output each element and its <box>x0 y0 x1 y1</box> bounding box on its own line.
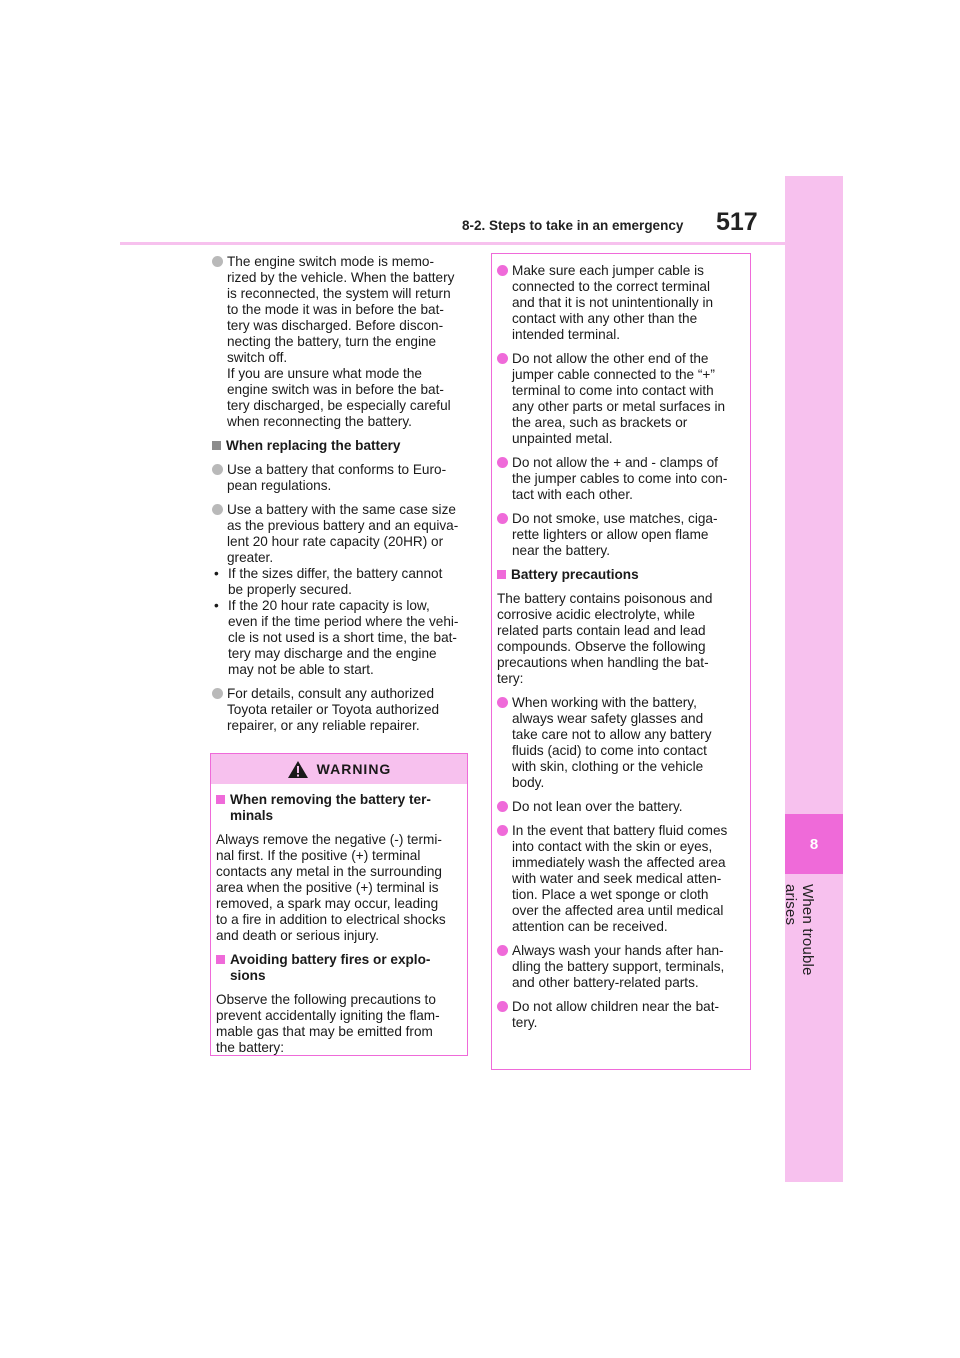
warning-title: WARNING <box>316 761 392 777</box>
list-item: The engine switch mode is memo- rized by the vehicle. When the battery is reconnected, the system will return to the mode it was in before the bat- tery was discharged. Before discon- necting the battery, turn the engine switch off. If you are unsure what mode the engine switch was in before the bat- tery discharged, be especially careful when reconnecting the battery. <box>212 254 470 430</box>
warning-heading: Battery precautions <box>497 567 745 583</box>
list-item: When working with the battery, always wear safety glasses and take care not to allow any battery fluids (acid) to come into contact with skin, clothing or the vehicle body. <box>497 695 745 791</box>
list-item: In the event that battery fluid comes into contact with the skin or eyes, immediately wash the affected area with water and seek medical atten- tion. Place a wet sponge or cloth over the affected area until medical attention can be received. <box>497 823 745 935</box>
list-item: Do not allow the other end of the jumper cable connected to the “+” terminal to come into contact with any other parts or metal surfaces in the area, such as brackets or unpainted metal. <box>497 351 745 447</box>
sub-list-item: • If the sizes differ, the battery cannot be properly secured. <box>214 566 443 597</box>
list-item: Do not smoke, use matches, ciga- rette lighters or allow open flame near the battery. <box>497 511 745 559</box>
bullet-icon <box>497 513 508 524</box>
chapter-sidebar <box>782 176 843 1182</box>
left-column <box>212 254 470 742</box>
list-item: Always wash your hands after han- dling the battery support, terminals, and other battery-related parts. <box>497 943 745 991</box>
warning-paragraph: Observe the following precautions to prevent accidentally igniting the flam- mable gas that may be emitted from the battery: <box>216 992 440 1055</box>
list-item: Use a battery with the same case size as the previous battery and an equiva- lent 20 hour rate capacity (20HR) or greater. <box>212 502 470 566</box>
bullet-icon <box>497 1001 508 1012</box>
warning-triangle-icon <box>287 760 309 779</box>
bullet-icon <box>497 265 508 276</box>
square-bullet-icon <box>216 795 225 804</box>
square-bullet-icon <box>212 441 221 450</box>
bullet-icon <box>497 353 508 364</box>
warning-heading: When removing the battery ter- minals <box>216 792 462 824</box>
warning-paragraph: Always remove the negative (-) termi- nal first. If the positive (+) terminal contacts any metal in the surrounding area when the positive (+) terminal is removed, a spark may occur, leading to a fire in addition to electrical shocks and death or serious injury. <box>216 832 446 943</box>
list-item: Do not lean over the battery. <box>497 799 745 815</box>
chapter-title: When trouble arises <box>782 884 816 976</box>
warning-header <box>211 754 467 784</box>
list-item: For details, consult any authorized Toyota retailer or Toyota authorized repairer, or any reliable repairer. <box>212 686 470 734</box>
square-bullet-icon <box>216 955 225 964</box>
warning-box <box>210 753 468 1056</box>
bullet-icon <box>212 256 223 267</box>
warning-box-continued <box>491 253 751 1070</box>
warning-body <box>211 784 467 1056</box>
bullet-icon <box>212 688 223 699</box>
list-item: Do not allow children near the bat- tery. <box>497 999 745 1031</box>
bullet-icon <box>497 945 508 956</box>
section-title: 8-2. Steps to take in an emergency <box>462 218 684 233</box>
warning-body <box>492 254 750 1031</box>
list-item: Use a battery that conforms to Euro- pean regulations. <box>212 462 470 494</box>
list-item: Do not allow the + and - clamps of the jumper cables to come into con- tact with each other. <box>497 455 745 503</box>
bullet-icon <box>212 464 223 475</box>
chapter-number-tab[interactable]: 8 <box>785 814 843 874</box>
warning-paragraph: The battery contains poisonous and corrosive acidic electrolyte, while related parts contain lead and lead compounds. Observe the following precautions when handling the bat- tery: <box>497 591 713 686</box>
bullet-icon <box>497 457 508 468</box>
bullet-icon <box>497 825 508 836</box>
bullet-icon <box>212 504 223 515</box>
sub-list-item: • If the 20 hour rate capacity is low, even if the time period where the vehi- cle is not used is a short time, the bat- tery may discharge and the engine may not be able to start. <box>214 598 459 677</box>
bullet-icon <box>497 801 508 812</box>
bullet-icon <box>497 697 508 708</box>
warning-heading: Avoiding battery fires or explo- sions <box>216 952 462 984</box>
square-bullet-icon <box>497 570 506 579</box>
section-heading: When replacing the battery <box>212 438 470 454</box>
page-number: 517 <box>716 208 758 236</box>
list-item: Make sure each jumper cable is connected to the correct terminal and that it is not unintentionally in contact with any other than the intended terminal. <box>497 263 745 343</box>
header-divider <box>120 242 785 245</box>
